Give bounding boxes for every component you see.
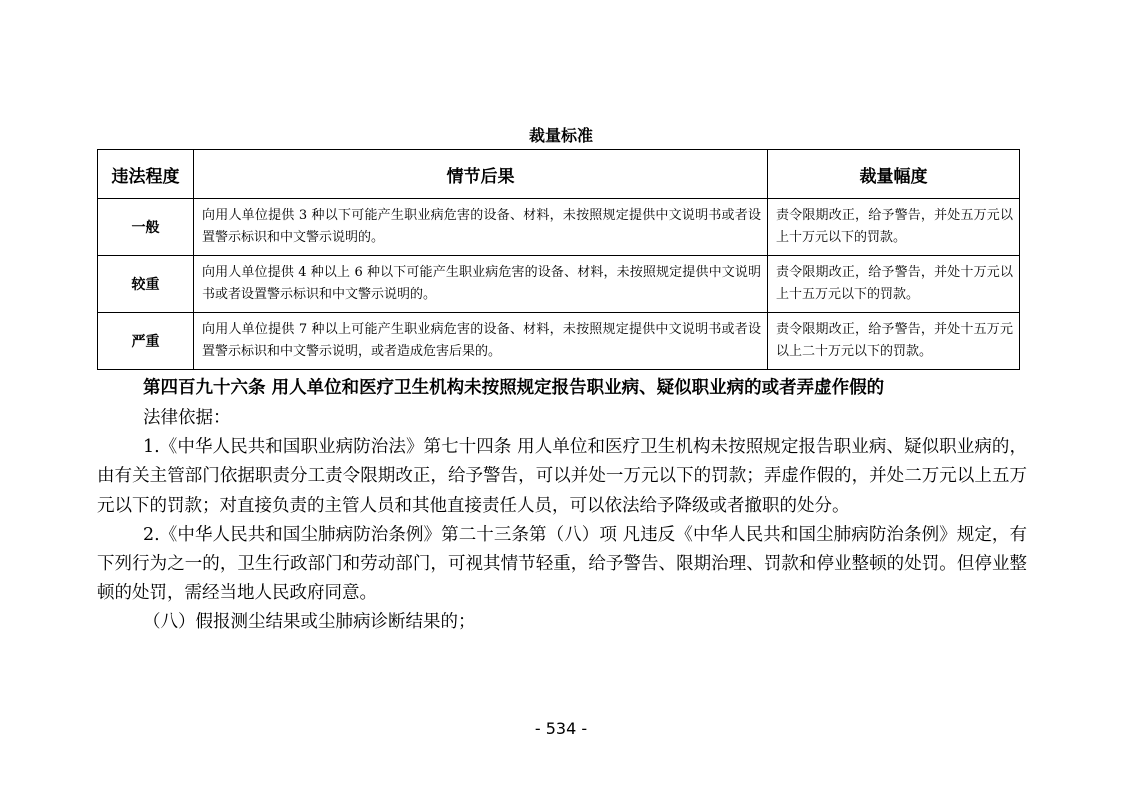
table-row [98, 256, 1020, 313]
page-number: - 534 - [534, 719, 588, 738]
table-title: 裁量标准 [528, 126, 593, 145]
legal-basis-label: 法律依据： [143, 408, 231, 428]
header-circumstance: 情节后果 [194, 150, 768, 199]
table-row [98, 313, 1020, 370]
row-level: 严重 [98, 313, 194, 370]
row-level: 较重 [98, 256, 194, 313]
discretion-standard-table [97, 149, 1020, 370]
row-penalty: 责令限期改正，给予警告，并处十五万元以上二十万元以下的罚款。 [768, 313, 1020, 370]
row-penalty: 责令限期改正，给予警告，并处五万元以上十万元以下的罚款。 [768, 199, 1020, 256]
legal-basis-paragraph: 2.《中华人民共和国尘肺病防治条例》第二十三条第（八）项 凡违反《中华人民共和国尘肺病防治条例》规定，有下列行为之一的，卫生行政部门和劳动部门，可视其情节轻重，给予警告、限期治理、罚款和停业整顿的处罚。但停业整顿的处罚，需经当地人民政府同意。 [97, 524, 1027, 604]
article-body [97, 404, 1027, 638]
row-circumstance: 向用人单位提供 4 种以上 6 种以下可能产生职业病危害的设备、材料，未按照规定提供中文说明书或者设置警示标识和中文警示说明的。 [194, 256, 768, 313]
row-penalty: 责令限期改正，给予警告，并处十万元以上十五万元以下的罚款。 [768, 256, 1020, 313]
legal-basis-paragraph: 1.《中华人民共和国职业病防治法》第七十四条 用人单位和医疗卫生机构未按照规定报告职业病、疑似职业病的，由有关主管部门依据职责分工责令限期改正，给予警告，可以并处一万元以下的罚款；弄虚作假的，并处二万元以上五万元以下的罚款；对直接负责的主管人员和其他直接责任人员，可以依法给予降级或者撤职的处分。 [97, 437, 1027, 516]
legal-basis-item: （八）假报测尘结果或尘肺病诊断结果的； [143, 612, 476, 633]
row-circumstance: 向用人单位提供 3 种以下可能产生职业病危害的设备、材料，未按照规定提供中文说明书或者设置警示标识和中文警示说明的。 [194, 199, 768, 256]
header-violation-degree: 违法程度 [98, 150, 194, 199]
header-penalty-range: 裁量幅度 [768, 150, 1020, 199]
row-circumstance: 向用人单位提供 7 种以上可能产生职业病危害的设备、材料，未按照规定提供中文说明书或者设置警示标识和中文警示说明，或者造成危害后果的。 [194, 313, 768, 370]
table-row [98, 199, 1020, 256]
table-header-row [98, 150, 1020, 199]
article-heading: 第四百九十六条 用人单位和医疗卫生机构未按照规定报告职业病、疑似职业病的或者弄虚作假的 [143, 378, 885, 398]
row-level: 一般 [98, 199, 194, 256]
